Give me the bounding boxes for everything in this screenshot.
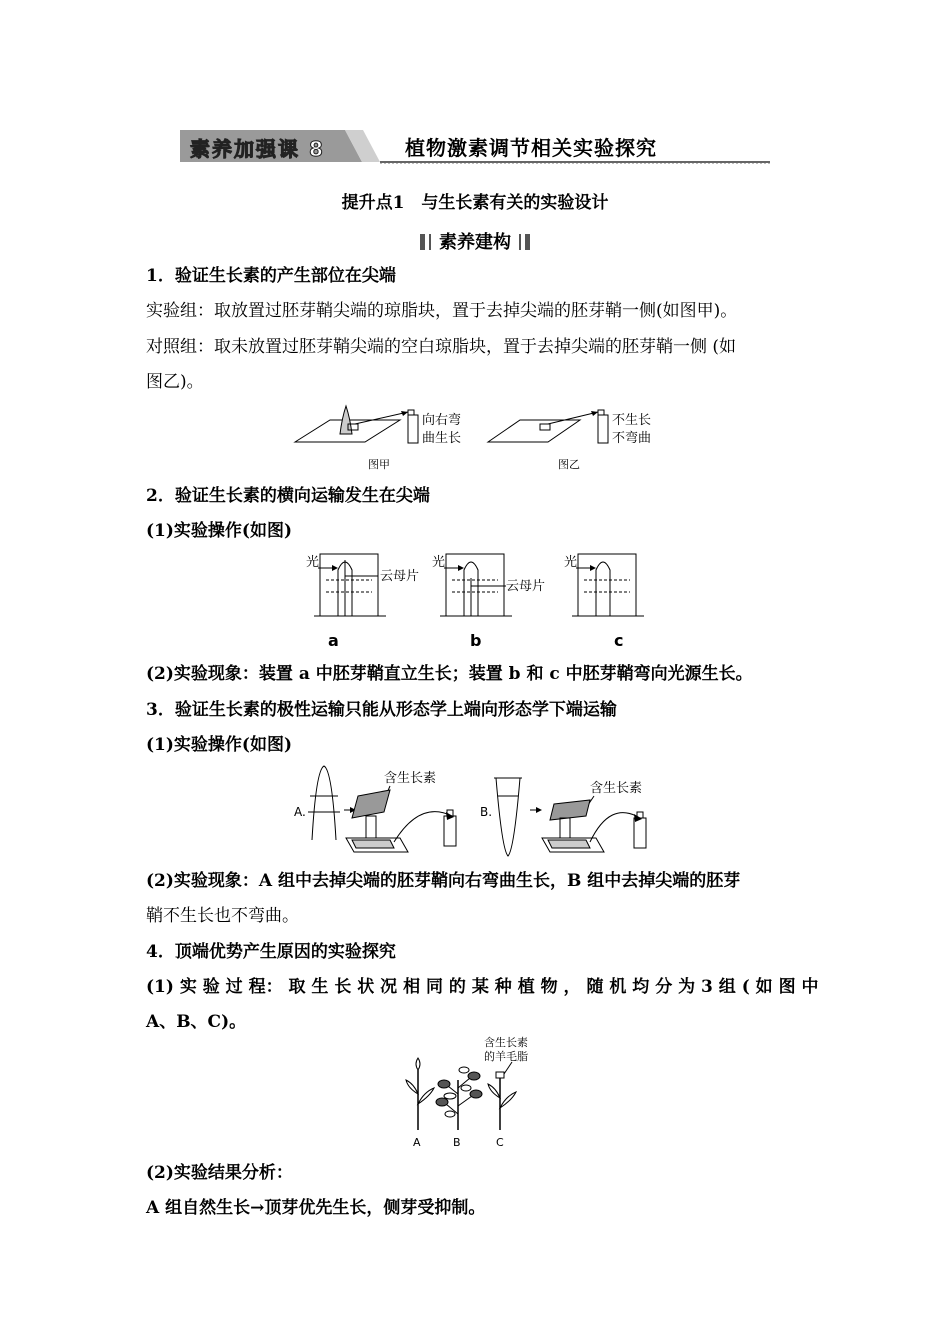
banner-badge: 素养加强课 8 <box>190 137 325 161</box>
light-label-a: 光 <box>306 555 320 570</box>
s3-result-a: (2)实验现象：A 组中去掉尖端的胚芽鞘向右弯曲生长，B 组中去掉尖端的胚芽 <box>146 871 741 891</box>
yi-result-2: 不弯曲 <box>612 431 652 446</box>
s4-heading: 4．顶端优势产生原因的实验探究 <box>146 942 396 962</box>
light-label-b: 光 <box>432 555 446 570</box>
s3-heading: 3．验证生长素的极性运输只能从形态学上端向形态学下端运输 <box>146 700 617 720</box>
s2-operation: (1)实验操作(如图) <box>146 521 293 541</box>
mica-label-b: 云母片 <box>506 579 546 594</box>
s4-paragraph-2: (2)实验结果分析： <box>146 1163 293 1183</box>
plant-a-label: A <box>413 1136 421 1149</box>
plant-a <box>406 1058 434 1149</box>
plant-c <box>484 1035 528 1149</box>
section-tag-label: 素养建构 <box>439 232 511 253</box>
s1-paragraph-1: 实验组：取放置过胚芽鞘尖端的琼脂块，置于去掉尖端的胚芽鞘一侧(如图甲)。 <box>146 301 738 321</box>
banner-title: 植物激素调节相关实验探究 <box>405 136 657 160</box>
section-tag <box>0 228 950 254</box>
lanolin-label-1: 含生长素 <box>484 1036 528 1049</box>
jia-result-2: 曲生长 <box>422 431 462 446</box>
auxin-label-a: 含生长素 <box>384 771 437 786</box>
setup-b-label: B. <box>480 805 493 819</box>
s2-heading: 2．验证生长素的横向运输发生在尖端 <box>146 486 430 506</box>
figure-jia-yi <box>290 400 680 476</box>
light-label-c: 光 <box>564 555 578 570</box>
figure-apical-dominance <box>400 1034 550 1150</box>
apparatus-b <box>432 554 545 650</box>
apparatus-a <box>306 554 419 650</box>
s4-paragraph-1b: A、B、C)。 <box>146 1012 247 1032</box>
s2-result: (2)实验现象：装置 a 中胚芽鞘直立生长；装置 b 和 c 中胚芽鞘弯向光源生长。 <box>146 664 753 684</box>
figure-polar-transport <box>290 760 670 860</box>
figure-yi <box>488 410 651 471</box>
jia-result-1: 向右弯 <box>422 413 462 428</box>
plant-b-label: B <box>453 1136 461 1149</box>
s3-result-b: 鞘不生长也不弯曲。 <box>146 906 299 926</box>
setup-b <box>480 778 646 856</box>
s1-heading: 1．验证生长素的产生部位在尖端 <box>146 266 396 286</box>
label-a: a <box>328 631 339 650</box>
jia-caption: 图甲 <box>368 458 390 471</box>
yi-result-1: 不生长 <box>612 413 652 428</box>
label-b: b <box>470 631 482 650</box>
label-c: c <box>614 631 624 650</box>
auxin-label-b: 含生长素 <box>590 781 643 796</box>
page-subtitle: 提升点1 与生长素有关的实验设计 <box>341 193 609 213</box>
setup-a-label: A. <box>294 805 306 819</box>
s4-paragraph-1a: (1) 实 验 过 程： 取 生 长 状 况 相 同 的 某 种 植 物 ， 随 机 均 分 为 3 组 ( 如 图 中 <box>146 977 819 997</box>
mica-label-a: 云母片 <box>380 569 420 584</box>
plant-b <box>436 1067 482 1149</box>
figure-lateral-transport <box>300 548 650 654</box>
s3-operation: (1)实验操作(如图) <box>146 735 293 755</box>
yi-caption: 图乙 <box>558 458 580 471</box>
setup-a <box>294 766 456 852</box>
plant-c-label: C <box>496 1136 504 1149</box>
apparatus-c <box>564 554 644 650</box>
figure-jia <box>295 406 461 471</box>
s1-paragraph-2b: 图乙)。 <box>146 372 204 392</box>
s1-paragraph-2a: 对照组：取未放置过胚芽鞘尖端的空白琼脂块，置于去掉尖端的胚芽鞘一侧 (如 <box>146 337 737 357</box>
lanolin-label-2: 的羊毛脂 <box>484 1050 528 1063</box>
s4-paragraph-3: A 组自然生长→顶芽优先生长，侧芽受抑制。 <box>146 1198 486 1218</box>
